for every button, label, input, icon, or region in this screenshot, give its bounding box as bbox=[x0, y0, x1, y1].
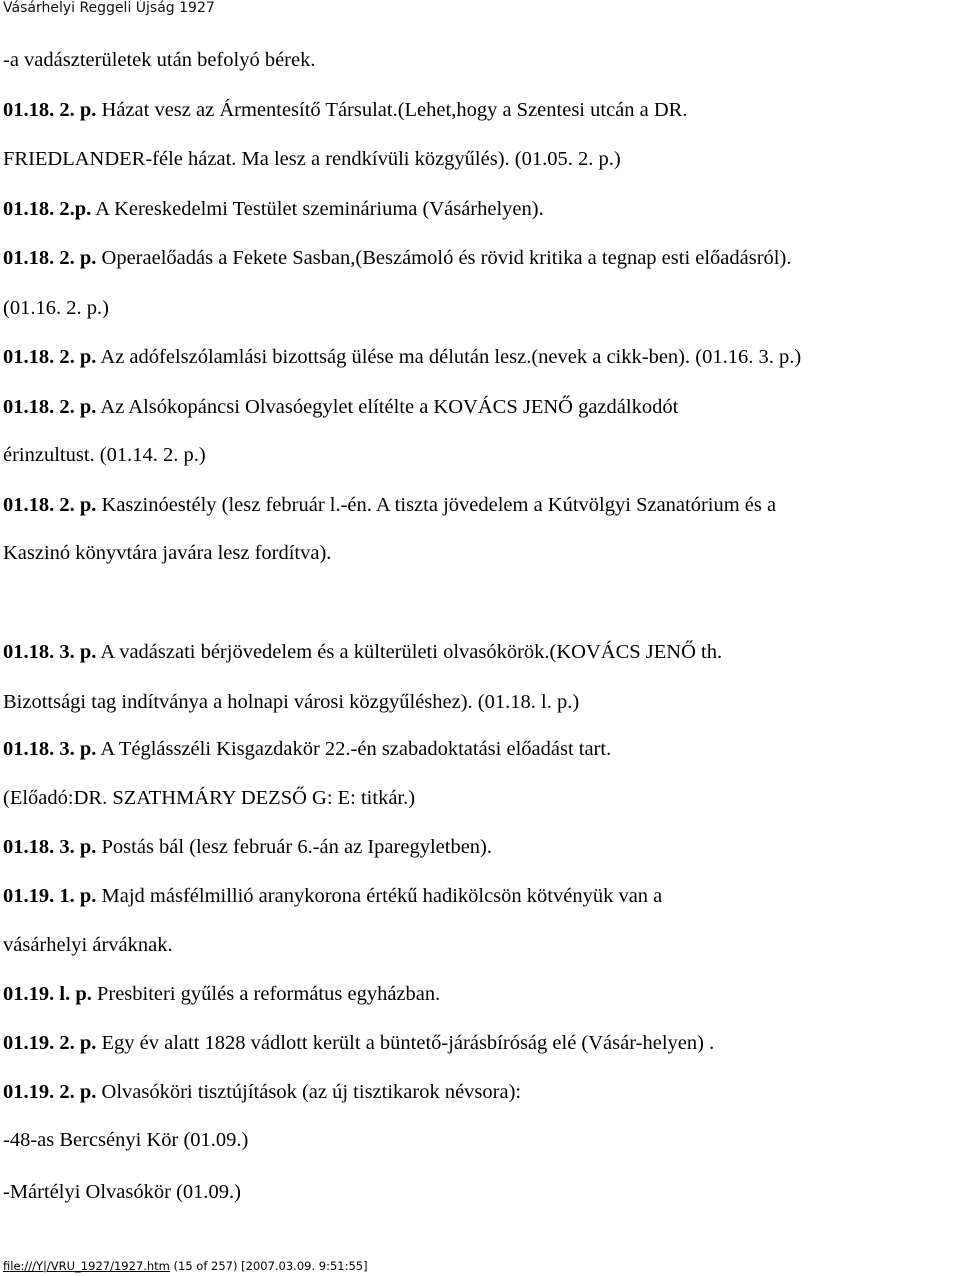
page-info: (15 of 257) [2007.03.09. 9:51:55] bbox=[169, 1259, 368, 1273]
text-line bbox=[3, 835, 492, 859]
text-line bbox=[3, 147, 621, 171]
entry-text: A vadászati bérjövedelem és a külterületi olvasókörök.(KOVÁCS JENŐ th. bbox=[96, 641, 723, 663]
entry-text: A Téglásszéli Kisgazdakör 22.-én szabadoktatási előadást tart. bbox=[96, 738, 612, 760]
text-line bbox=[3, 493, 776, 517]
entry-text: FRIEDLANDER-féle házat. Ma lesz a rendkívüli közgyűlés). (01.05. 2. p.) bbox=[3, 148, 621, 170]
entry-text: érinzultust. (01.14. 2. p.) bbox=[3, 444, 206, 466]
entry-text: Olvasóköri tisztújítások (az új tisztikarok névsora): bbox=[96, 1081, 522, 1103]
text-line bbox=[3, 1031, 714, 1055]
entry-text: vásárhelyi árváknak. bbox=[3, 934, 173, 956]
entry-text: Operaelőadás a Fekete Sasban,(Beszámoló és rövid kritika a tegnap esti előadásról). bbox=[96, 247, 792, 269]
text-line bbox=[3, 884, 662, 908]
entry-date: 01.18. 2. p. bbox=[3, 247, 97, 269]
entry-text: Presbiteri gyűlés a református egyházban. bbox=[91, 983, 441, 1005]
entry-date: 01.19. 1. p. bbox=[3, 885, 97, 907]
entry-date: 01.19. 2. p. bbox=[3, 1081, 97, 1103]
text-line bbox=[3, 982, 440, 1006]
text-line bbox=[3, 197, 544, 221]
text-line bbox=[3, 1180, 241, 1204]
entry-date: 01.18. 2. p. bbox=[3, 396, 97, 418]
entry-text: (Előadó:DR. SZATHMÁRY DEZSŐ G: E: titkár.) bbox=[3, 787, 416, 809]
text-line bbox=[3, 640, 722, 664]
text-line bbox=[3, 690, 579, 714]
entry-text: -a vadászterületek után befolyó bérek. bbox=[3, 49, 316, 71]
entry-date: 01.18. 2.p. bbox=[3, 198, 92, 220]
entry-date: 01.18. 2. p. bbox=[3, 346, 97, 368]
entry-text: (01.16. 2. p.) bbox=[3, 297, 109, 319]
entry-date: 01.18. 2. p. bbox=[3, 99, 97, 121]
entry-text: -Mártélyi Olvasókör (01.09.) bbox=[3, 1181, 241, 1203]
text-line bbox=[3, 48, 315, 72]
text-line bbox=[3, 395, 678, 419]
text-line bbox=[3, 737, 611, 761]
page-footer bbox=[3, 1259, 368, 1273]
entry-text: Kaszinó könyvtára javára lesz fordítva). bbox=[3, 542, 332, 564]
entry-text: Kaszinóestély (lesz február l.-én. A tiszta jövedelem a Kútvölgyi Szanatórium és a bbox=[96, 494, 777, 516]
entry-text: Házat vesz az Ármentesítő Társulat.(Lehet,hogy a Szentesi utcán a DR. bbox=[96, 99, 688, 121]
text-line bbox=[3, 786, 415, 810]
entry-text: Egy év alatt 1828 vádlott került a büntető-járásbíróság elé (Vásár-helyen) . bbox=[96, 1032, 715, 1054]
text-line bbox=[3, 443, 206, 467]
entry-text: Postás bál (lesz február 6.-án az Iparegyletben). bbox=[96, 836, 492, 858]
entry-text: Bizottsági tag indítványa a holnapi városi közgyűléshez). (01.18. l. p.) bbox=[3, 691, 580, 713]
entry-date: 01.19. l. p. bbox=[3, 983, 92, 1005]
text-line bbox=[3, 98, 687, 122]
text-line bbox=[3, 1128, 248, 1152]
entry-text: -48-as Bercsényi Kör (01.09.) bbox=[3, 1129, 249, 1151]
entry-date: 01.18. 3. p. bbox=[3, 641, 97, 663]
text-line bbox=[3, 296, 109, 320]
file-link[interactable]: file:///Y|/VRU_1927/1927.htm bbox=[3, 1259, 170, 1273]
text-line bbox=[3, 345, 801, 369]
document-title: Vásárhelyi Reggeli Újság 1927 bbox=[3, 0, 215, 16]
text-line bbox=[3, 541, 331, 565]
entry-date: 01.18. 2. p. bbox=[3, 494, 97, 516]
entry-date: 01.19. 2. p. bbox=[3, 1032, 97, 1054]
entry-text: Az adófelszólamlási bizottság ülése ma délután lesz.(nevek a cikk-ben). (01.16. 3. p.) bbox=[96, 346, 802, 368]
entry-date: 01.18. 3. p. bbox=[3, 738, 97, 760]
text-line bbox=[3, 246, 791, 270]
entry-text: Az Alsókopáncsi Olvasóegylet elítélte a KOVÁCS JENŐ gazdálkodót bbox=[96, 396, 679, 418]
entry-text: Majd másfélmillió aranykorona értékű hadikölcsön kötvényük van a bbox=[96, 885, 663, 907]
text-line bbox=[3, 1080, 521, 1104]
entry-text: A Kereskedelmi Testület szemináriuma (Vásárhelyen). bbox=[91, 198, 544, 220]
entry-date: 01.18. 3. p. bbox=[3, 836, 97, 858]
text-line bbox=[3, 933, 173, 957]
